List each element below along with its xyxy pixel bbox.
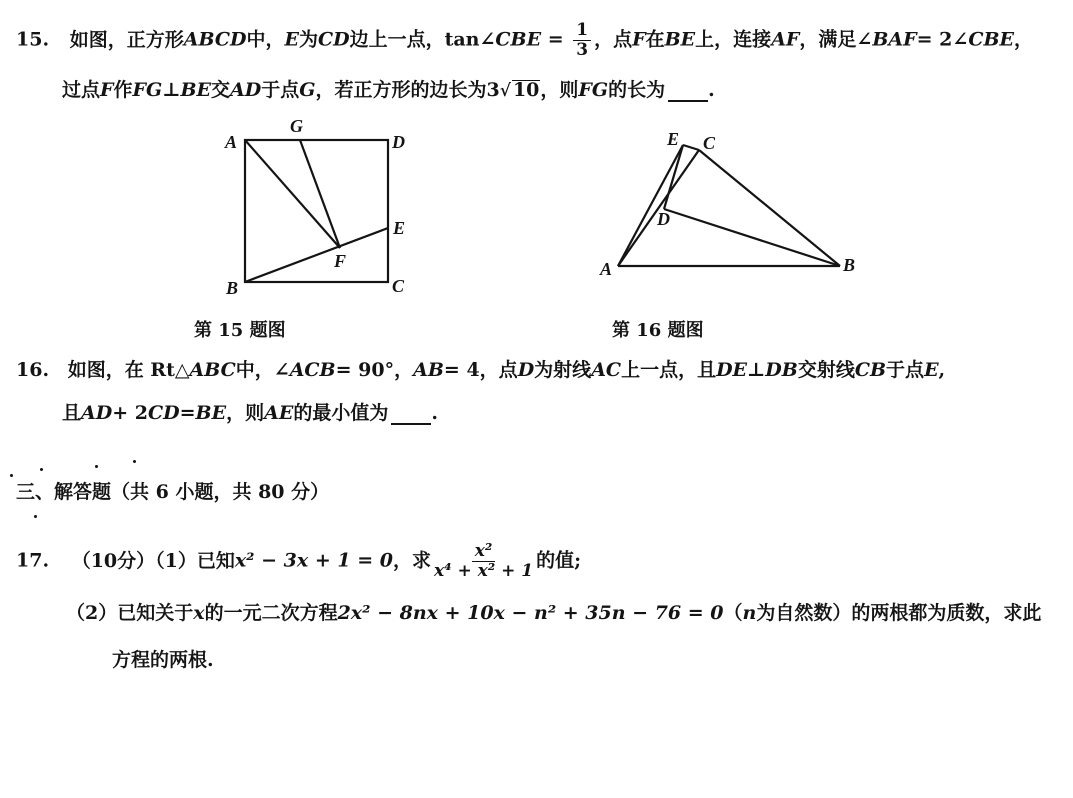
square-abcd [245,140,388,282]
label-a: A [225,132,238,152]
label-e: E [393,218,406,238]
label-g: G [290,118,303,136]
figure-15 [220,118,440,298]
q17-line-2: （2）已知关于x的一元二次方程2x² − 8nx + 10x − n² + 35n − 76 = 0（n为自然数）的两根都为质数，求此 [66,602,1042,624]
scan-speck [133,460,136,463]
segment-be [245,228,388,282]
q16-line-1: 16. 如图，在 Rt△ABC中，∠ACB= 90°，AB= 4，点D为射线AC上一点，且DE⊥DB交射线CB于点E, [16,359,946,381]
figure-16-caption: 第 16 题图 [612,320,704,341]
label-d: D [392,132,405,152]
segment-ac [618,150,699,266]
q17-equation-2: 2x² − 8nx + 10x − n² + 35n − 76 = 0 [337,602,724,624]
q17-number: 17. [16,549,50,572]
answer-blank-15 [668,81,708,102]
figure-15-caption: 第 15 题图 [194,320,286,341]
label-d: D [657,209,670,229]
scan-speck [34,515,37,518]
label-b: B [226,278,239,298]
label-b: B [843,255,856,275]
q17-fraction: $\frac{\text{x²}}{\text{x⁴ + x² + 1}}$ [433,541,534,581]
label-a: A [600,259,613,279]
q15-line-2: 过点F作FG⊥BE交AD于点G，若正方形的边长为3√ 10，则FG的长为 . [62,79,715,101]
q15-number: 15. [16,28,50,51]
segment-db [664,209,840,266]
scan-speck [10,474,13,477]
scan-speck [95,465,98,468]
label-e: E [667,129,680,149]
q15-line-1: 15. 如图，正方形ABCD中，E为CD边上一点，tan∠CBE = $\frac{1}{3}$ ，点F在BE上，连接AF，满足∠BAF= 2∠CBE， [16,20,1034,60]
q16-number: 16. [16,359,50,381]
section-3-title: 三、解答题（共 6 小题，共 80 分） [16,481,330,503]
q17-line-3: 方程的两根. [112,649,214,671]
sqrt-radicand: 10 [512,79,540,101]
segment-af [245,140,340,248]
label-c: C [392,276,405,296]
figure-16 [595,125,865,285]
tan-fraction: $\frac{1}{3}$ [573,22,591,59]
scan-speck [40,468,43,471]
label-f: F [334,251,347,271]
segment-cb [699,150,840,266]
q17-equation-1: x² − 3x + 1 = 0 [234,549,393,572]
q16-line-2: 且AD+ 2CD=BE，则AE的最小值为 . [62,402,438,424]
segment-ae [618,145,683,266]
segment-ec [683,145,699,150]
answer-blank-16 [391,404,431,425]
segment-gf [300,140,340,248]
label-c: C [703,133,716,153]
q17-line-1: 17. （10分）（1）已知x² − 3x + 1 = 0，求 $\frac{\text{x²}}{\text{x⁴ + x² + 1}}$ 的值; [16,541,582,581]
